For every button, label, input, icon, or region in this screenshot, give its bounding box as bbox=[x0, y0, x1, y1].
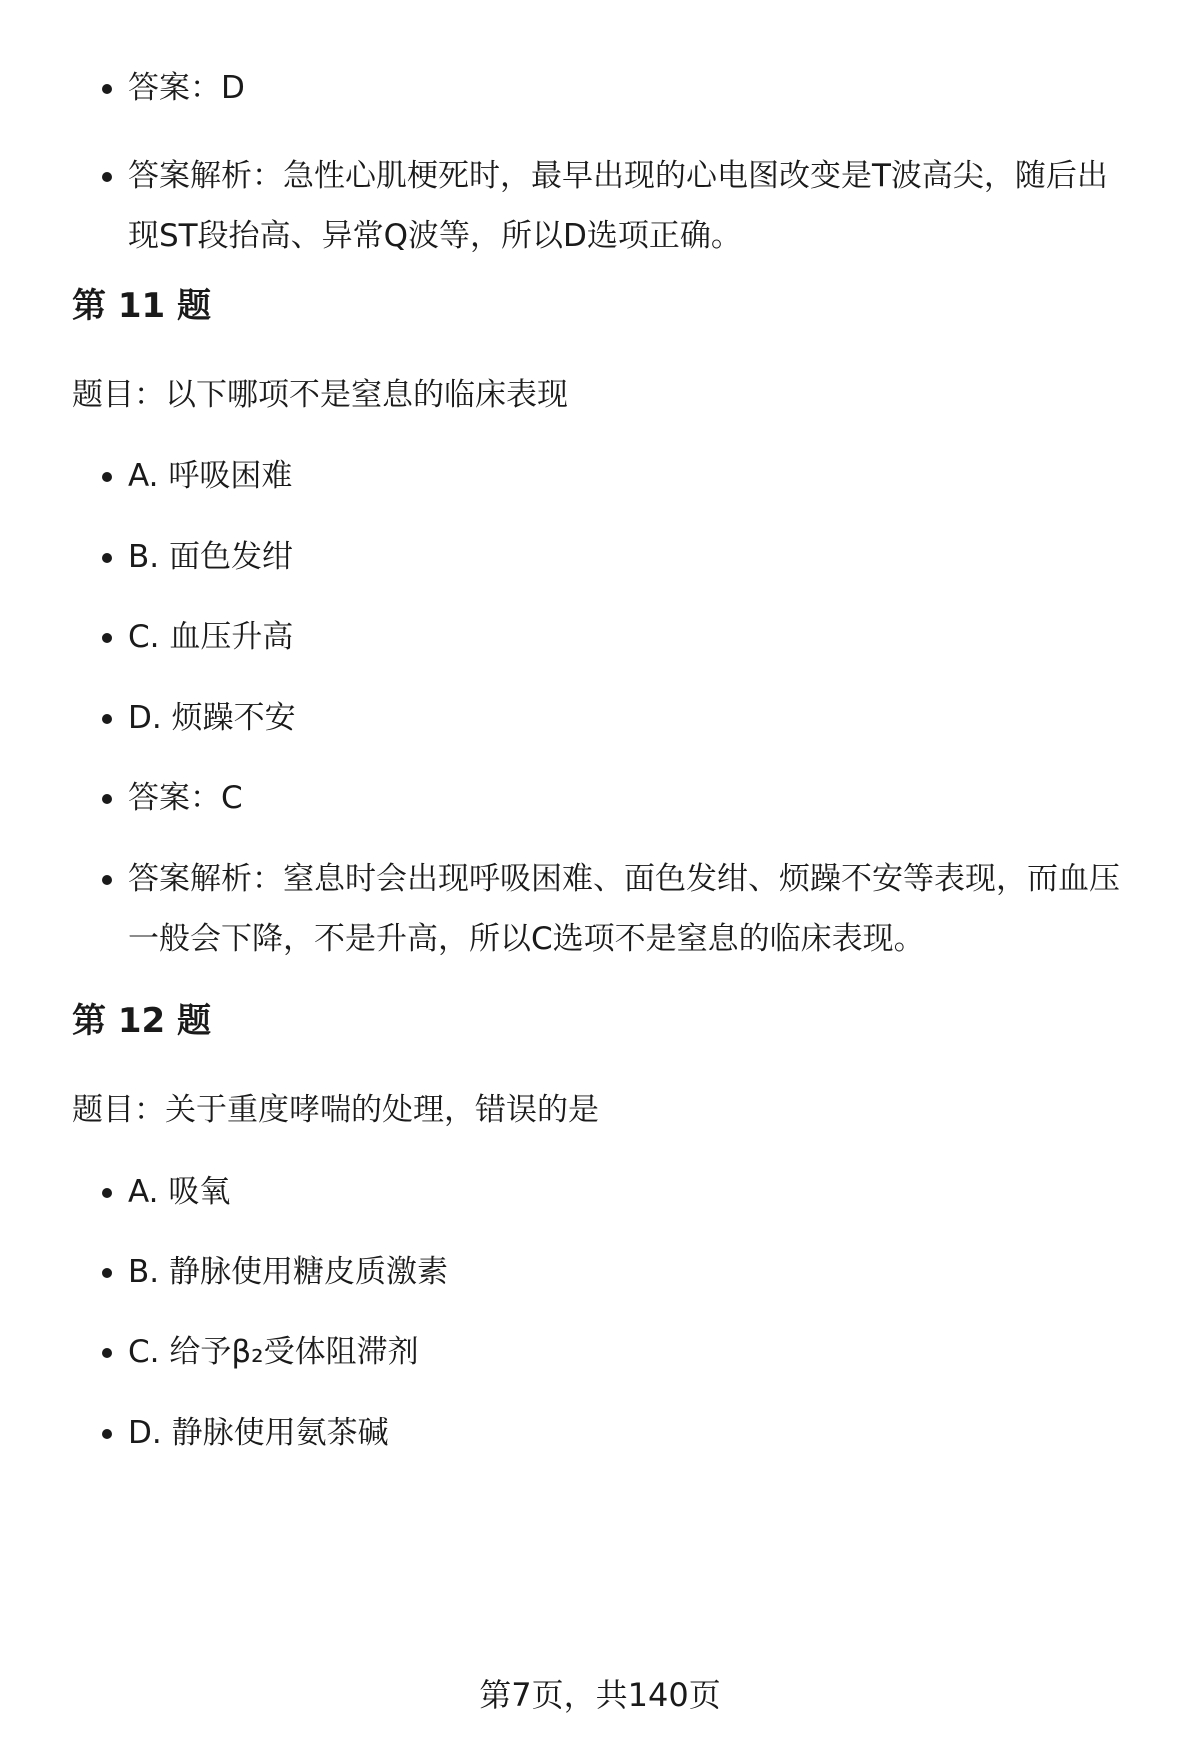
option-a: A. 吸氧 bbox=[128, 1162, 1138, 1222]
option-d: D. 静脉使用氨茶碱 bbox=[128, 1403, 1138, 1463]
question-prompt: 题目：关于重度哮喘的处理，错误的是 bbox=[72, 1092, 599, 1128]
page-number: 第7页，共140页 bbox=[479, 1676, 721, 1714]
answer-line: 答案：C bbox=[128, 768, 1138, 828]
answer-line: 答案：D bbox=[128, 58, 1138, 118]
answer-explanation: 答案解析：窒息时会出现呼吸困难、面色发绀、烦躁不安等表现，而血压一般会下降，不是升高，所以C选项不是窒息的临床表现。 bbox=[128, 849, 1138, 969]
option-c: C. 血压升高 bbox=[128, 607, 1138, 667]
answer-explanation: 答案解析：急性心肌梗死时，最早出现的心电图改变是T波高尖，随后出现ST段抬高、异常Q波等，所以D选项正确。 bbox=[128, 146, 1138, 266]
question-heading: 第 12 题 bbox=[72, 1001, 211, 1041]
question-prompt: 题目：以下哪项不是窒息的临床表现 bbox=[72, 377, 568, 413]
option-d: D. 烦躁不安 bbox=[128, 688, 1138, 748]
option-c: C. 给予β₂受体阻滞剂 bbox=[128, 1322, 1138, 1382]
option-a: A. 呼吸困难 bbox=[128, 446, 1138, 506]
option-b: B. 静脉使用糖皮质激素 bbox=[128, 1242, 1138, 1302]
option-b: B. 面色发绀 bbox=[128, 527, 1138, 587]
question-heading: 第 11 题 bbox=[72, 286, 211, 326]
